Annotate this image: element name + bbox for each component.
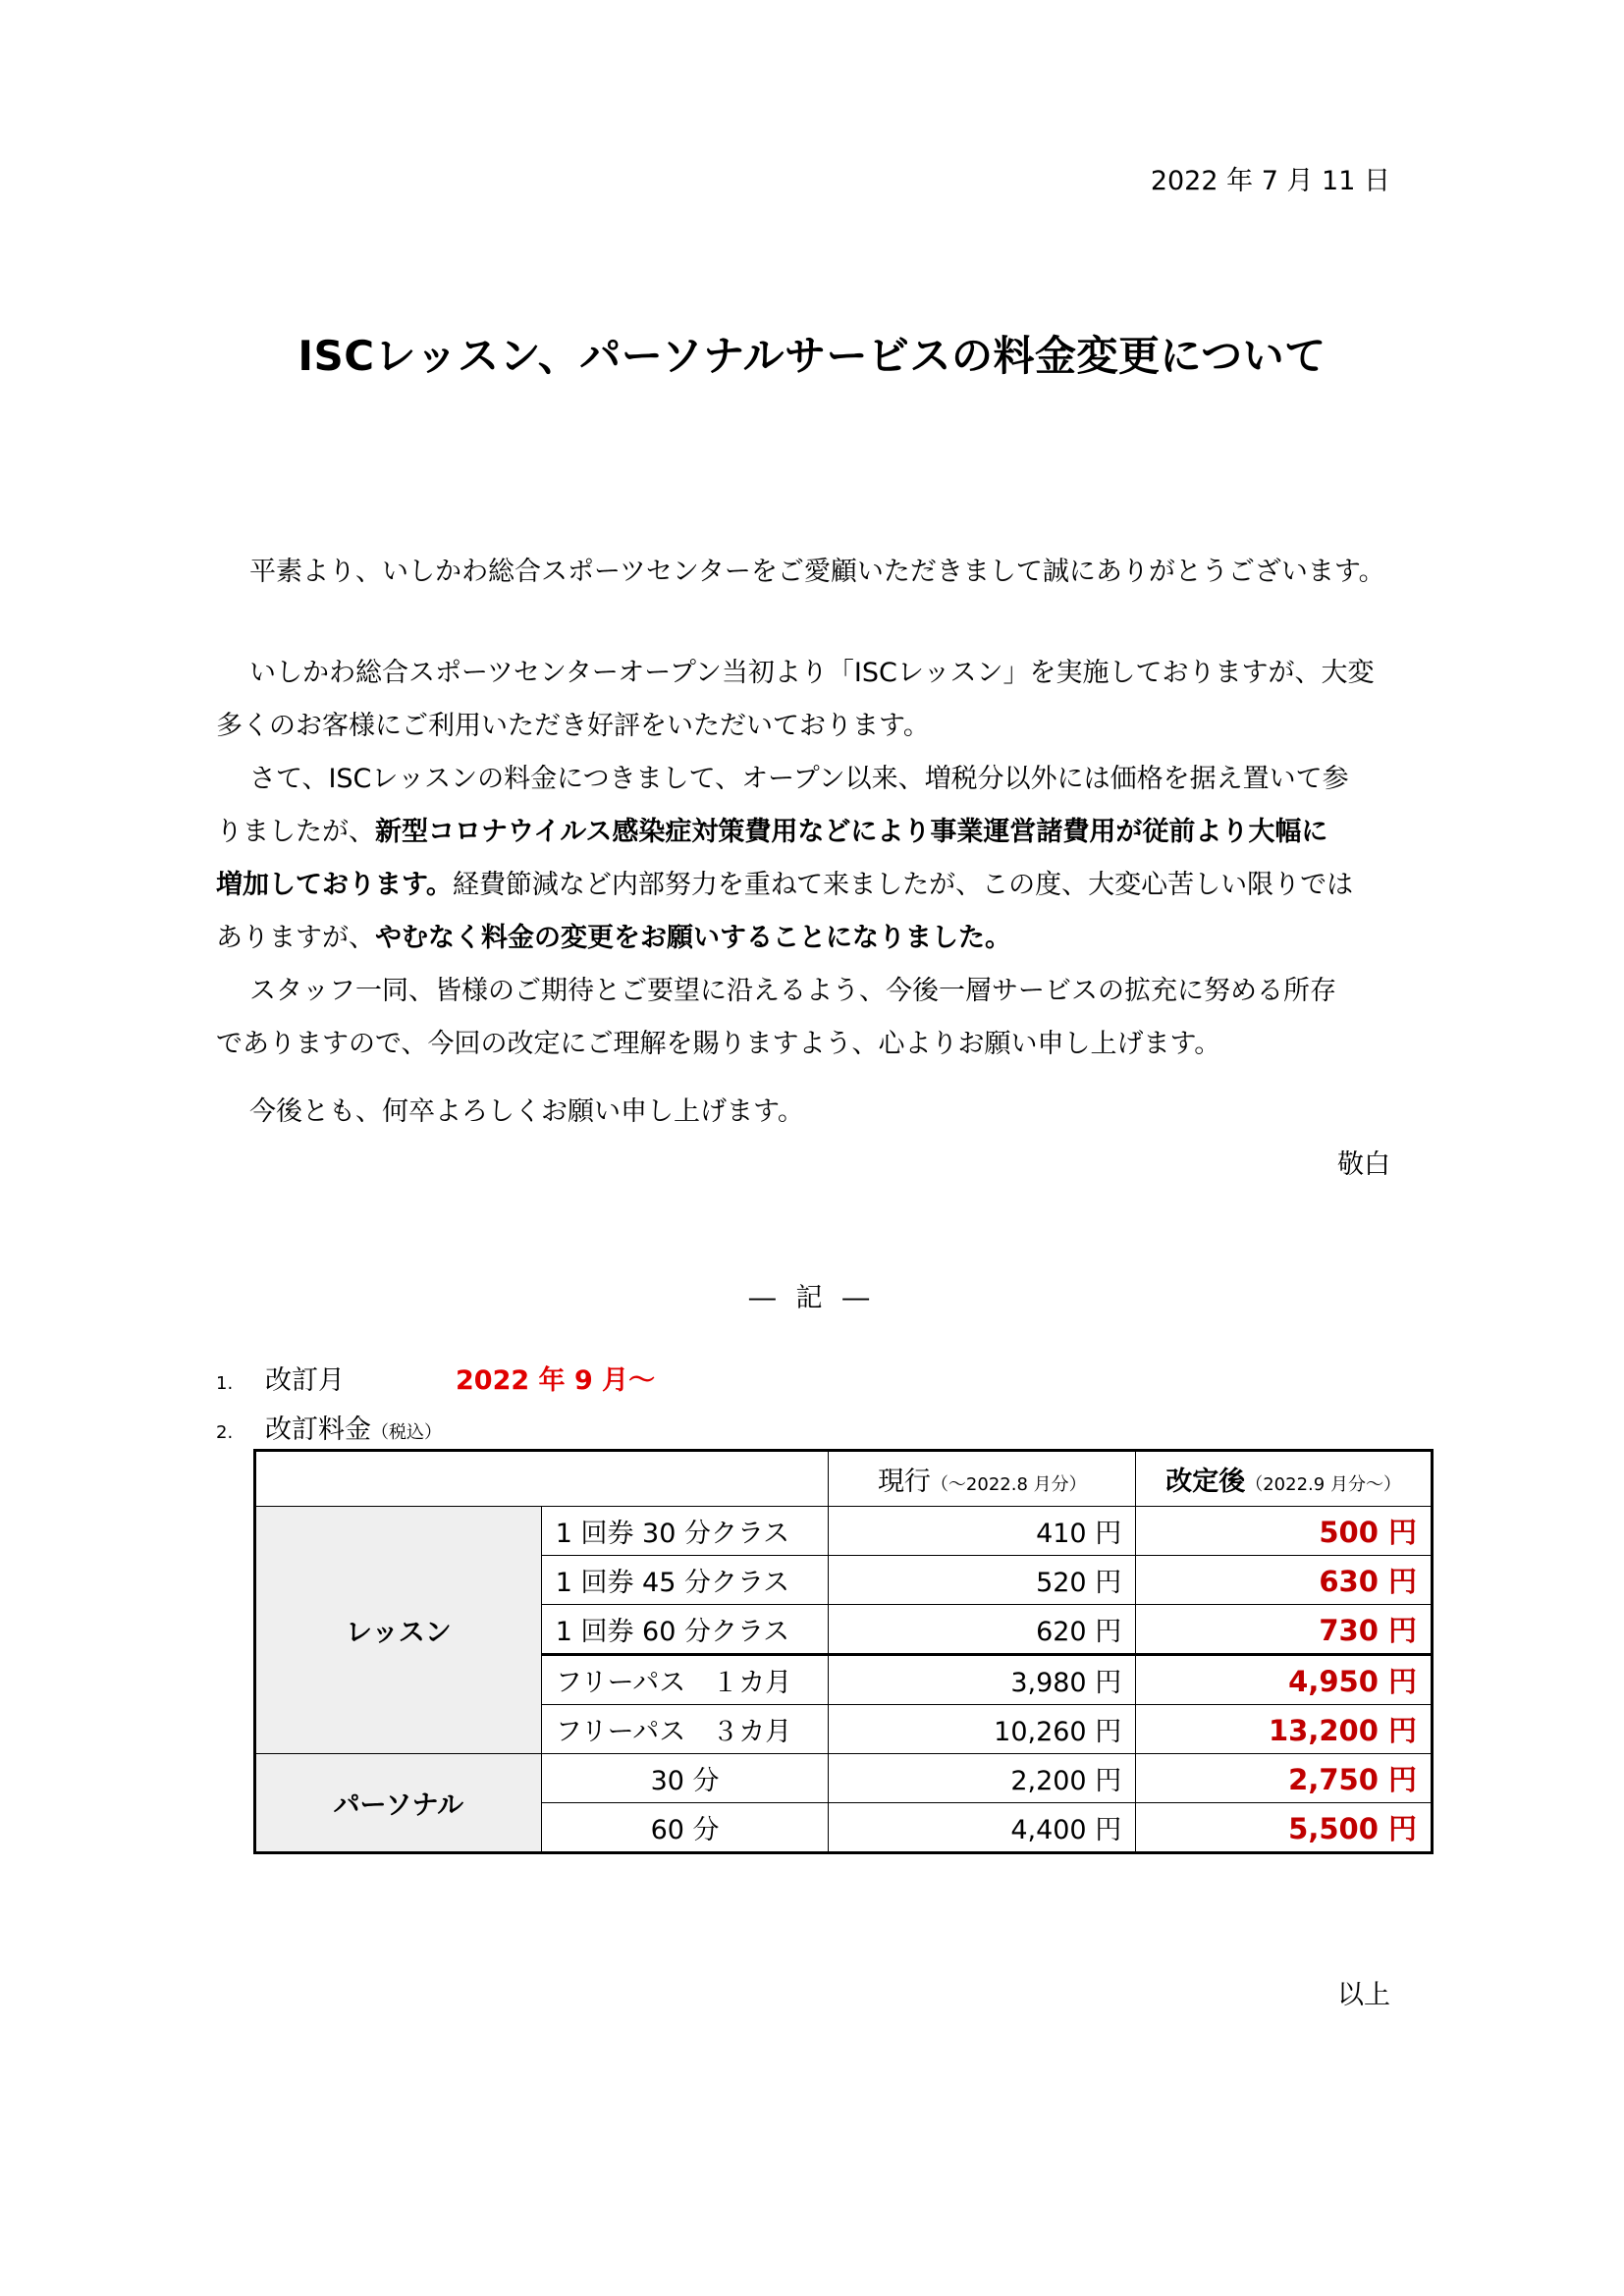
plan-cell: 1 回券 60 分クラス — [541, 1605, 829, 1655]
plan-cell: 1 回券 30 分クラス — [541, 1507, 829, 1556]
main-line-4 — [216, 806, 1410, 859]
category-personal: パーソナル — [255, 1754, 542, 1853]
main-line-5-normal: 経費節減など内部努力を重ねて来ましたが、この度、大変心苦しい限りでは — [452, 870, 1354, 900]
header-new-note: （2022.9 月分～） — [1245, 1474, 1401, 1495]
revision-month-value: 2022 年 9 月～ — [456, 1365, 656, 1396]
main-line-6 — [216, 912, 1410, 965]
main-line-6-bold: やむなく料金の変更をお願いすることになりました。 — [375, 923, 1011, 953]
document-date: 2022 年 7 月 11 日 — [1150, 166, 1390, 196]
plan-cell: 30 分 — [541, 1754, 829, 1803]
main-line-8: でありますので、今回の改定にご理解を賜りますよう、心よりお願い申し上げます。 — [216, 1029, 1221, 1059]
new-price: 2,750 円 — [1136, 1754, 1433, 1803]
document-title: ISCレッスン、パーソナルサービスの料金変更について — [298, 332, 1326, 380]
plan-cell: フリーパス ３カ月 — [541, 1705, 829, 1754]
header-current-label: 現行 — [877, 1467, 931, 1497]
item-label: 改訂月 — [265, 1365, 345, 1396]
end-mark: 以上 — [1337, 1980, 1390, 2010]
category-lesson: レッスン — [255, 1507, 542, 1754]
greeting-text: 平素より、いしかわ総合スポーツセンターをご愛顧いただきまして誠にありがとうございます。 — [249, 557, 1385, 587]
table-row — [255, 1507, 1433, 1556]
current-price: 620 円 — [829, 1605, 1136, 1655]
table-corner-cell — [255, 1451, 829, 1507]
current-price: 10,260 円 — [829, 1705, 1136, 1754]
new-price: 730 円 — [1136, 1605, 1433, 1655]
header-current — [829, 1451, 1136, 1507]
plan-cell: 60 分 — [541, 1803, 829, 1853]
current-price: 410 円 — [829, 1507, 1136, 1556]
current-price: 3,980 円 — [829, 1655, 1136, 1705]
new-price: 500 円 — [1136, 1507, 1433, 1556]
new-price: 4,950 円 — [1136, 1655, 1433, 1705]
new-price: 13,200 円 — [1136, 1705, 1433, 1754]
plan-cell: フリーパス １カ月 — [541, 1655, 829, 1705]
closing-text: 今後とも、何卒よろしくお願い申し上げます。 — [249, 1096, 804, 1127]
revision-month-item — [216, 1359, 656, 1397]
current-price: 2,200 円 — [829, 1754, 1136, 1803]
plan-cell: 1 回券 45 分クラス — [541, 1556, 829, 1605]
new-price: 630 円 — [1136, 1556, 1433, 1605]
fee-table — [253, 1449, 1434, 1854]
header-new-label: 改定後 — [1165, 1467, 1246, 1497]
revision-fee-item — [216, 1408, 442, 1446]
ki-heading: ― 記 ― — [748, 1283, 876, 1313]
main-line-5 — [216, 859, 1410, 912]
main-line-4-normal: りましたが、 — [216, 817, 375, 847]
closing-word: 敬白 — [1337, 1149, 1390, 1180]
new-price: 5,500 円 — [1136, 1803, 1433, 1853]
main-line-6-normal: ありますが、 — [216, 923, 375, 953]
greeting-paragraph — [216, 546, 1410, 599]
main-line-7: スタッフ一同、皆様のご期待とご要望に沿えるよう、今後一層サービスの拡充に努める所存 — [249, 976, 1336, 1006]
current-price: 4,400 円 — [829, 1803, 1136, 1853]
main-paragraph — [216, 647, 1410, 1071]
header-current-note: （～2022.8 月分） — [930, 1474, 1087, 1495]
header-new — [1136, 1451, 1433, 1507]
table-row — [255, 1754, 1433, 1803]
table-header-row — [255, 1451, 1433, 1507]
item-label: 改訂料金 — [265, 1415, 371, 1445]
item-number: 2. — [216, 1422, 234, 1443]
main-line-4-bold: 新型コロナウイルス感染症対策費用などにより事業運営諸費用が従前より大幅に — [375, 817, 1328, 847]
closing-paragraph — [216, 1086, 1410, 1139]
current-price: 520 円 — [829, 1556, 1136, 1605]
main-line-3: さて、ISCレッスンの料金につきまして、オープン以来、増税分以外には価格を据え置いて参 — [249, 764, 1349, 794]
main-line-2: 多くのお客様にご利用いただき好評をいただいております。 — [216, 711, 930, 741]
item-note: （税込） — [371, 1422, 442, 1443]
main-line-5-bold: 増加しております。 — [216, 870, 453, 900]
main-line-1: いしかわ総合スポーツセンターオープン当初より「ISCレッスン」を実施しておりますが、大変 — [249, 658, 1375, 688]
item-number: 1. — [216, 1373, 234, 1394]
